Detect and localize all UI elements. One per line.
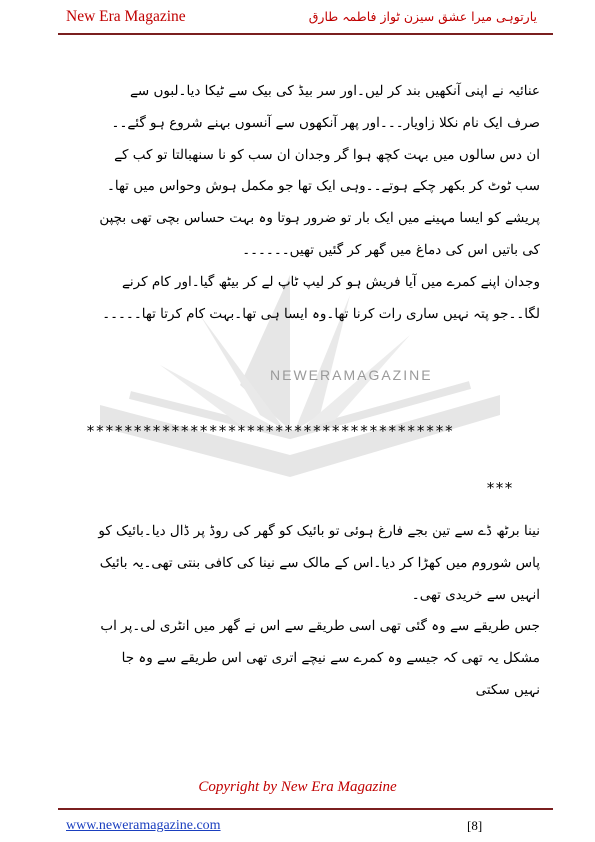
paragraph: عنائیہ نے اپنی آنکھیں بند کر لیں۔اور سر بیڈ کی بیک سے ٹیکا دیا۔لبوں سے صرف ایک نام نکلا زاویار۔۔۔اور پھر آنکھوں سے آنسوں بہنے شروع ہو گئے۔۔ bbox=[111, 83, 540, 131]
header-magazine-name: New Era Magazine bbox=[66, 8, 186, 25]
paragraph: ان دس سالوں میں بہت کچھ ہوا گر وجدان ان سب کو نا سنھبالتا تو کب کے سب ٹوٹ کر بکھر چکے ہوتے۔۔وہی ایک تھا جو مکمل ہوش وحواس میں تھا۔پریشے کو ایسا مہینے میں ایک بار تو ضرور ہوتا وہ بہت حساس بچی تھی بچپن کی باتیں اس کی دماغ میں گھر کر گئیں تھیں۔۔۔۔۔۔ bbox=[99, 146, 540, 258]
paragraph: جس طریقے سے وہ گئی تھی اسی طریقے سے اس نے گھر میں انٹری لی۔پر اب مشکل یہ تھی کہ جیسے وہ کمرے سے نیچے اتری تھی اس طریقے سے وہ جا نہیں سکتی bbox=[100, 618, 540, 698]
section-divider: *************************************** bbox=[86, 422, 454, 440]
website-link[interactable]: www.neweramagazine.com bbox=[66, 818, 221, 833]
section-divider-end: *** bbox=[486, 479, 514, 497]
header-divider bbox=[58, 33, 553, 35]
paragraph: نینا برٹھ ڈے سے تین بجے فارغ ہوئی تو بائیک کو گھر کی روڈ پر ڈال دیا۔بائیک کو پاس شوروم میں کھڑا کر دیا۔اس کے مالک سے نینا کی کافی بنتی تھی۔یہ بائیک انہیں سے خریدی تھی۔ bbox=[98, 523, 540, 603]
paragraph: وجدان اپنے کمرے میں آیا فریش ہو کر لیپ ٹاپ لے کر بیٹھ گیا۔اور کام کرنے لگا۔۔جو پتہ نہیں ساری رات کرنا تھا۔وہ ایسا ہی تھا۔بہت کام کرتا تھا۔۔۔۔۔ bbox=[102, 273, 540, 322]
story-text-bottom bbox=[96, 516, 540, 707]
story-text-top bbox=[96, 76, 540, 330]
copyright-notice: Copyright by New Era Magazine bbox=[198, 779, 397, 795]
page-number: [8] bbox=[467, 818, 483, 833]
header-story-title: یارتوہی میرا عشق سیزن ٹواز فاطمہ طارق bbox=[308, 9, 537, 24]
footer-divider bbox=[58, 808, 553, 810]
watermark-text: NEWERAMAGAZINE bbox=[270, 367, 433, 383]
